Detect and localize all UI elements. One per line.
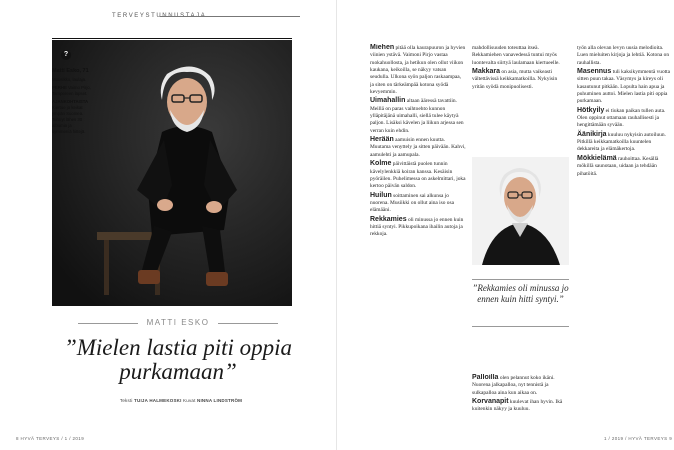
photo-top-rule (52, 38, 292, 39)
headline-title: ”Mielen lastia piti oppia purkamaan” (63, 335, 293, 384)
paragraph-body: ei tiukan paikan tullen auta. Olen oppinut ottamaan rauhallisesti ja hengittämään syvään. (577, 107, 666, 129)
text-column-2-lower (472, 374, 569, 444)
credits-text-label: Teksti (119, 398, 133, 403)
paragraph (370, 192, 466, 215)
credits-text-author: TUIJA HALMEKOSKI (134, 398, 182, 403)
text-column-2 (472, 44, 569, 158)
paragraph-body: mahdollisuuden toteuttaa itseä. Rekkamiehen vanavedessä tuntui myös luontevalta siirtyä laulamaan kiertueelle. (472, 45, 560, 66)
paragraph (472, 44, 569, 67)
paragraph-body: aamuisin ennen kuutta. Muutama venyttely ja sitten päivään. Kahvi, aamulehti ja aamupala. (370, 137, 466, 158)
inset-photo (472, 157, 569, 265)
paragraph-body: työn alla olevan levyn uusia melodioita. Luen mieluiten kirjoja ja lehtiä. Kotona on rauhallista. (577, 45, 670, 66)
profile-name: Matti Esko, 71 (52, 68, 89, 74)
paragraph-body: oli minussa jo ennen kuin hittiä syntyi. Pikkupoikana ihailin autoja ja rekkoja. (370, 216, 464, 238)
paragraph (577, 155, 673, 178)
page-gutter (336, 0, 337, 450)
paragraph-lead: Palloilla (472, 374, 499, 381)
paragraph-lead: Äänikirja (577, 130, 607, 138)
paragraph (370, 216, 466, 239)
footer-left: 8 HYVÄ TERVEYS / 1 / 2019 (16, 436, 85, 441)
info-sidebar (52, 58, 92, 135)
paragraph-lead: Rekkamies (370, 215, 407, 223)
paragraph-lead: Mökkielämä (577, 154, 617, 162)
pullquote-rule-top (472, 279, 569, 280)
current-label: AJANKOHTAISTA (52, 99, 89, 104)
paragraph-body: soittaminen sai alkunsa jo nuorena. Musiikki on ollut aina iso osa elämääni. (370, 192, 454, 214)
paragraph-body: on asia, mutta vaikeasti vältettävissä keikkamatkoilla. Nykyisin yritän syödä monipuolisesti. (472, 69, 558, 90)
paragraph-lead: Uimahallin (370, 97, 406, 105)
credits-photo-author: NINNA LINDSTRÖM (197, 398, 243, 403)
profile-family (52, 85, 92, 97)
question-badge: ? (61, 50, 71, 60)
paragraph (370, 160, 466, 190)
article-credits (86, 398, 276, 403)
paragraph-lead: Korvanapit (472, 398, 509, 406)
paragraph (370, 97, 466, 135)
paragraph (577, 44, 673, 67)
paragraph-lead: Masennus (577, 68, 612, 76)
paragraph-lead: Herään (370, 136, 394, 144)
paragraph-body: kuulevat ihan hyvin. Ikä kuitenkin näkyy ja kuuluu. (472, 399, 563, 413)
profile-role: Muusikko, laulaja. (52, 77, 87, 82)
pullquote: ”Rekkamies oli minussa jo ennen kuin hitti syntyi.” (472, 283, 569, 304)
paragraph-lead: Hötkyily (577, 106, 605, 114)
paragraph (370, 44, 466, 96)
paragraph (472, 68, 569, 91)
profile-current (52, 99, 92, 135)
inset-portrait-illustration (472, 157, 569, 265)
paragraph (577, 131, 673, 154)
current-text: Kiertue ja keikat ympäri Suomea. Tehnyt lähes 30 albumia ja kymmeniä hittejä. (52, 105, 86, 134)
paragraph (370, 136, 466, 159)
paragraph-body: kuuluu nykyisin autoiluun. Pitkillä keikkamatkoilla kuuntelen dekkareita ja elämäkertoja. (577, 131, 666, 153)
paragraph-body: olen pelannut koko ikäni. Nuorena jalkapalloa, nyt tennistä ja sulkapalloa aina kun aikaa on. (472, 375, 555, 396)
paragraph-body: päivittäistä puolen tunnin kävelylenkkiä koiran kanssa. Kesäisin pyöräilen. Puhelimessa on askelmittari, joka kertoo päivän saldon. (370, 161, 466, 190)
family-text: Vaimo Pirjo, Tampereen lapset. (52, 85, 91, 96)
paragraph-lead: Kolme (370, 160, 392, 168)
paragraph (472, 374, 569, 397)
paragraph (577, 68, 673, 106)
paragraph (577, 107, 673, 130)
credits-photo-label: Kuvat (183, 398, 196, 403)
paragraph (472, 398, 569, 414)
section-label: TERVEYSTUNNUSTAJA (112, 13, 207, 19)
text-column-1 (370, 44, 466, 436)
paragraph-body: altaan ääressä tavattiin. Meillä on paras vaihtoehto kunnon ylläpitäjänä uimahalli, siellä tulee käytyä paljon. Lisäksi kävelen ja liikun arjessa sen verran kuin ehdin. (370, 98, 464, 134)
pullquote-rule-bottom (472, 326, 569, 327)
paragraph-body: rauhoittaa. Kesällä mökillä saunotaan, uidaan ja tehdään pihatöitä. (577, 155, 659, 177)
paragraph-lead: Miehen (370, 44, 395, 51)
paragraph-lead: Makkara (472, 68, 501, 76)
paragraph-body: tuli kaksikymmentä vuotta sitten puun takaa. Väsymys ja kireys oli kasautunut pitkään. Lopulta hain apua ja puhuminen auttoi. Mielen lastia piti oppia purkamaan. (577, 69, 671, 105)
section-rule (160, 16, 300, 17)
paragraph-body: pitää olla kaurapuuron ja hyvien viinien ystävä. Vaimoni Pirjo vastaa ruokahuollosta, ja hetikun olen ollut viikon kaukana, keikoilla, se näkyy vatsan seudulla. Ulkona syön paljon raskaampaa, ja siten on tärkeämpää kotona syödä kevyemmin. (370, 45, 466, 96)
footer-right: 1 / 2019 / HYVÄ TERVEYS 9 (604, 436, 673, 441)
paragraph-lead: Huilun (370, 191, 392, 199)
headline-kicker: MATTI ESKO (146, 318, 210, 327)
text-column-3 (577, 44, 673, 436)
family-label: PERHE (52, 85, 67, 90)
